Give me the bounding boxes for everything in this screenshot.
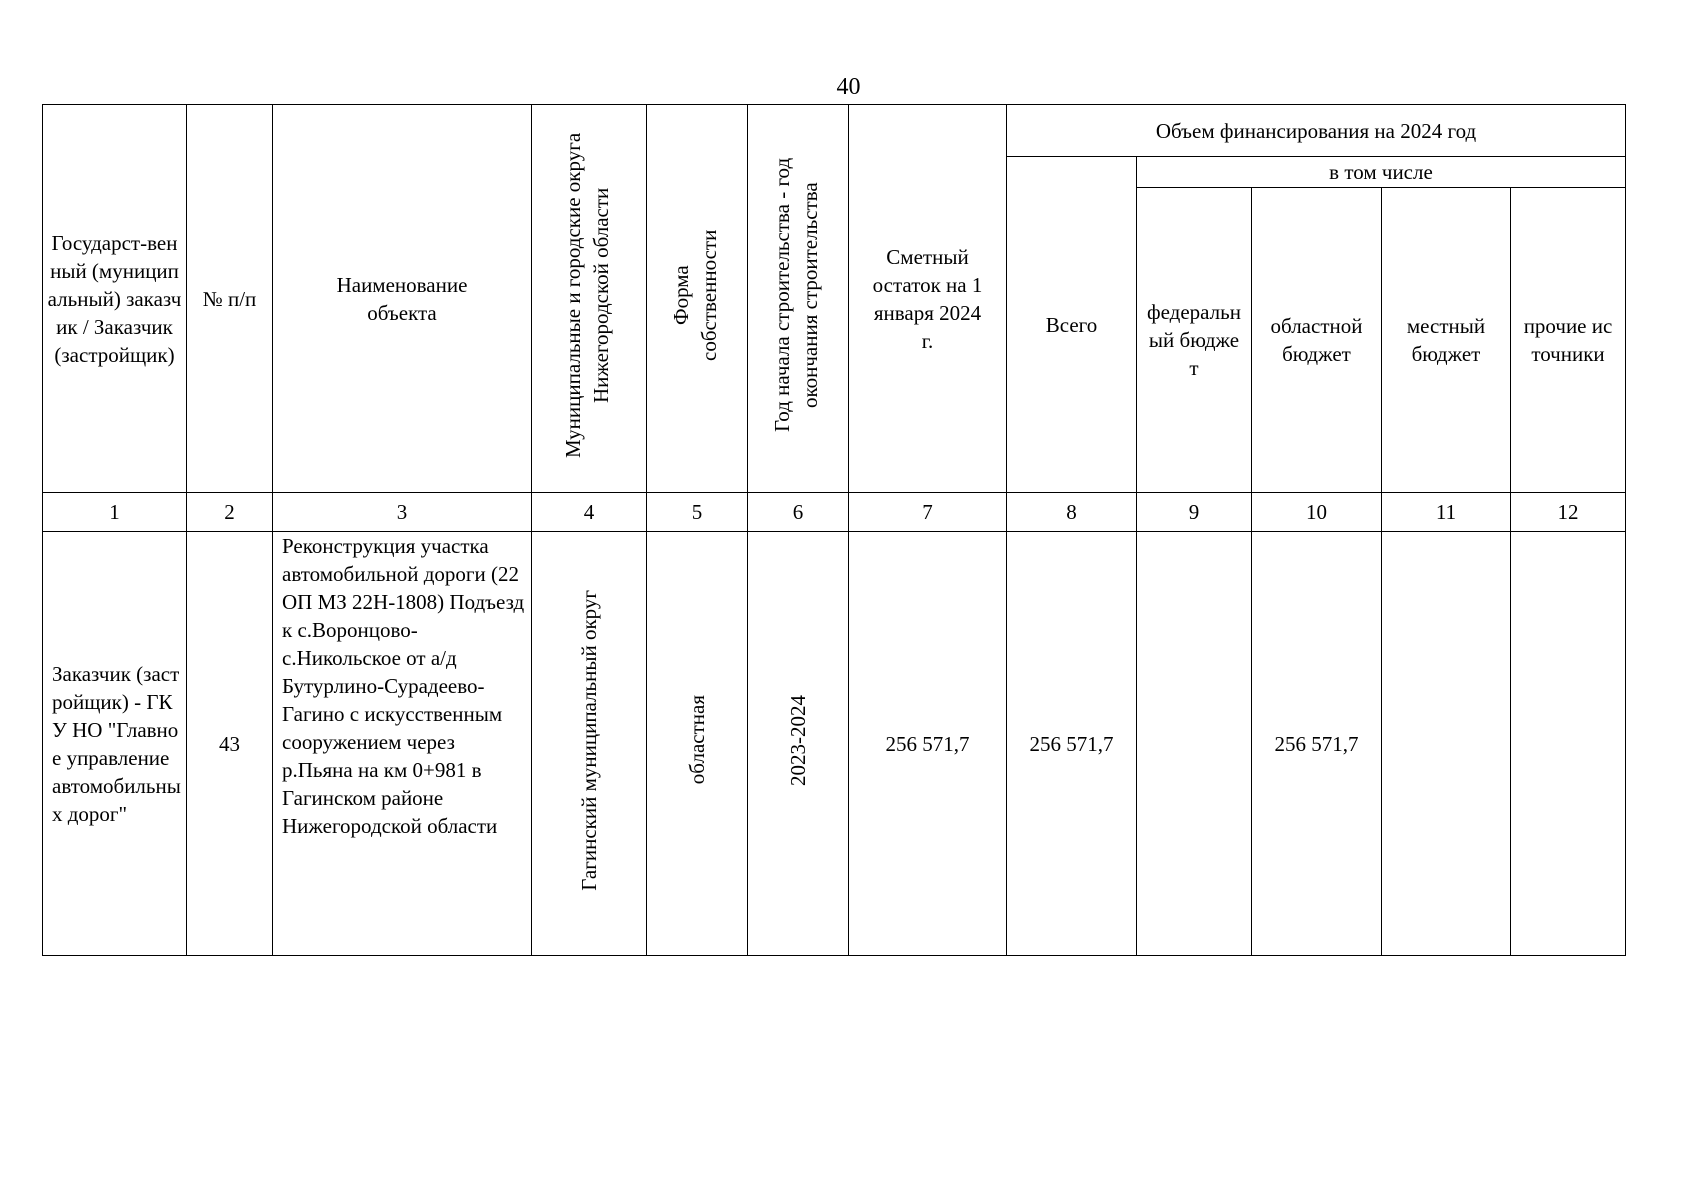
header-financing-group: Объем финансирования на 2024 год	[1007, 105, 1626, 157]
header-estimate-remainder: Сметный остаток на 1 января 2024 г.	[849, 105, 1007, 493]
header-regional: областной бюджет	[1252, 188, 1382, 493]
header-customer: Государст-венный (муниципальный) заказчик / Заказчик (застройщик)	[43, 105, 187, 493]
column-numbers-row	[43, 493, 1626, 532]
row-customer: Заказчик (застройщик) - ГКУ НО "Главное управление автомобильных дорог"	[43, 532, 187, 956]
row-district: Гагинский муниципальный округ	[532, 532, 647, 956]
column-number: 10	[1252, 493, 1382, 532]
page-number: 40	[836, 74, 861, 100]
header-ownership: Форма собственности	[647, 105, 748, 493]
column-number: 12	[1511, 493, 1626, 532]
row-number: 43	[187, 532, 273, 956]
row-years: 2023-2024	[748, 532, 849, 956]
header-local: местный бюджет	[1382, 188, 1511, 493]
column-number: 6	[748, 493, 849, 532]
row-other	[1511, 532, 1626, 956]
row-federal	[1137, 532, 1252, 956]
column-number: 11	[1382, 493, 1511, 532]
column-number: 1	[43, 493, 187, 532]
table-row	[43, 532, 1626, 956]
row-estimate-remainder: 256 571,7	[849, 532, 1007, 956]
header-total: Всего	[1007, 157, 1137, 493]
row-total: 256 571,7	[1007, 532, 1137, 956]
column-number: 4	[532, 493, 647, 532]
header-other: прочие источники	[1511, 188, 1626, 493]
row-ownership: областная	[647, 532, 748, 956]
row-regional: 256 571,7	[1252, 532, 1382, 956]
column-number: 8	[1007, 493, 1137, 532]
header-number: № п/п	[187, 105, 273, 493]
row-object-name: Реконструкция участка автомобильной дороги (22 ОП МЗ 22Н-1808) Подъезд к с.Воронцово-с.Никольское от а/д Бутурлино-Сурадеево-Гагино с искусственным сооружением через р.Пьяна на км 0+981 в Гагинском районе Нижегородской области	[273, 532, 532, 956]
column-number: 3	[273, 493, 532, 532]
column-number: 5	[647, 493, 748, 532]
column-number: 7	[849, 493, 1007, 532]
row-local	[1382, 532, 1511, 956]
header-including: в том числе	[1137, 157, 1626, 188]
column-number: 9	[1137, 493, 1252, 532]
header-years: Год начала строительства - год окончания строительства	[748, 105, 849, 493]
financing-table	[42, 104, 1626, 956]
header-districts: Муниципальные и городские округа Нижегородской области	[532, 105, 647, 493]
column-number: 2	[187, 493, 273, 532]
header-federal: федеральный бюджет	[1137, 188, 1252, 493]
header-object-name: Наименование объекта	[273, 105, 532, 493]
